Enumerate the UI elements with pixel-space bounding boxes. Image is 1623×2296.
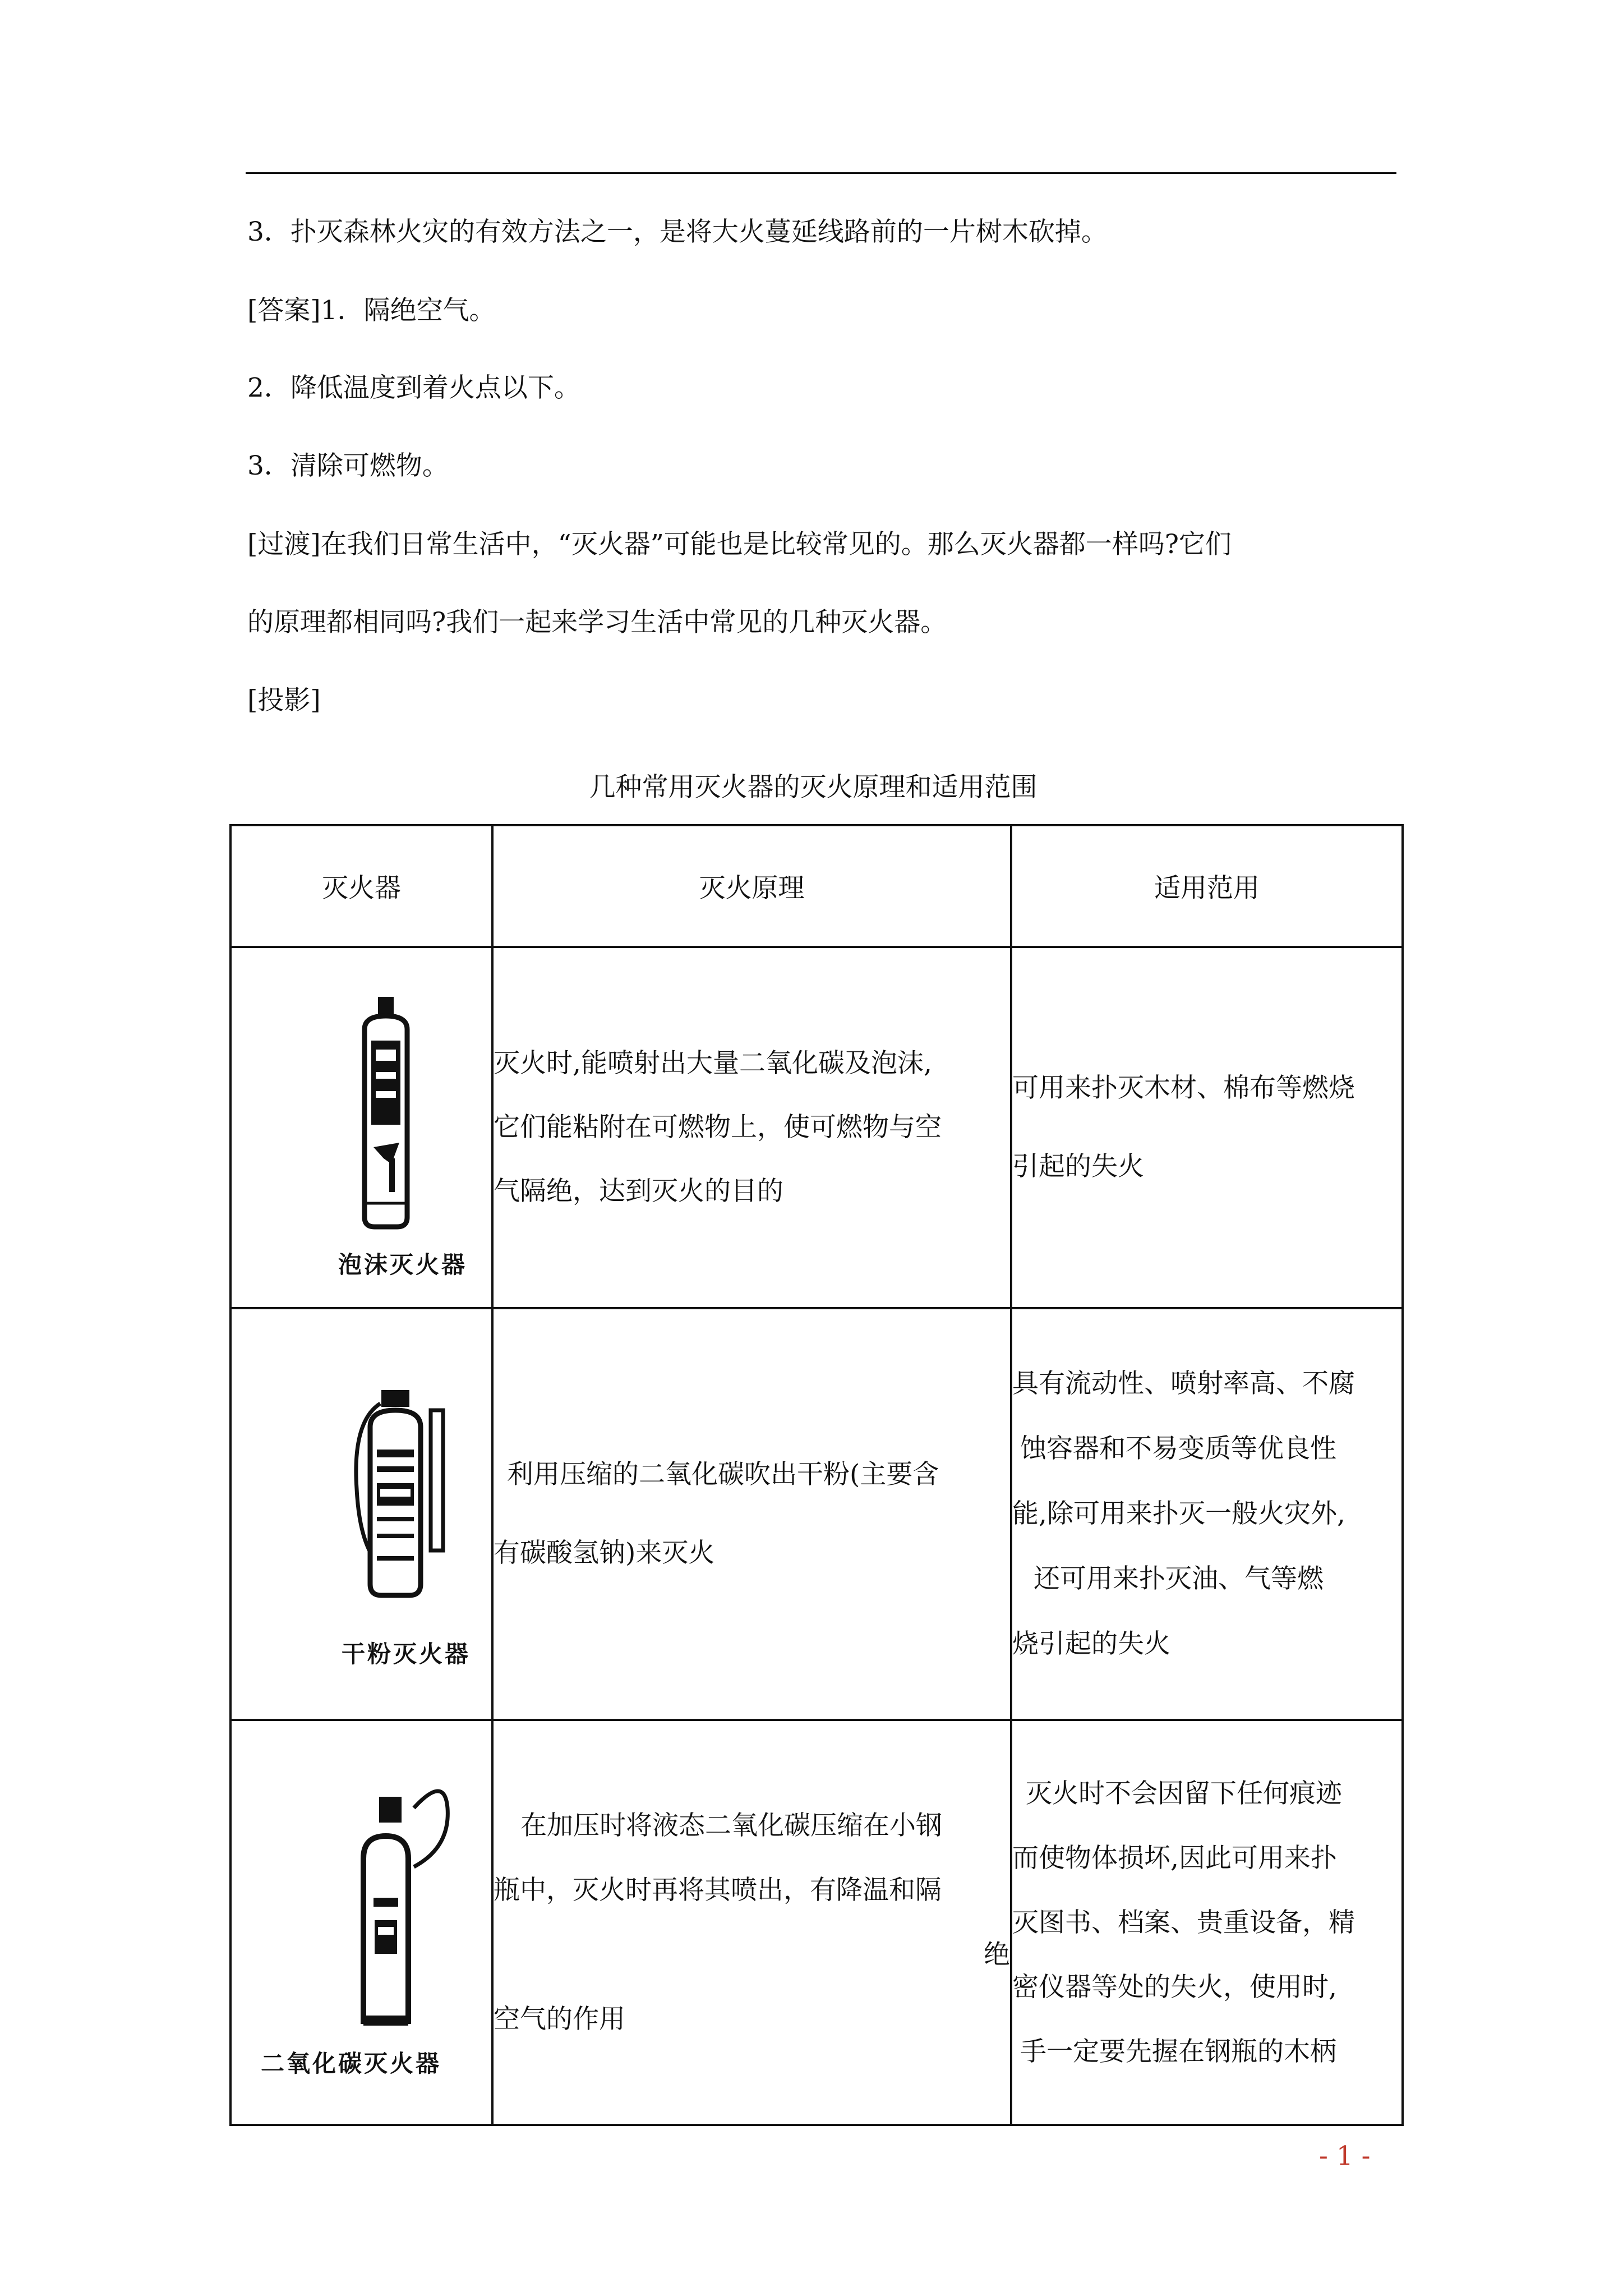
paragraph-answer-1: [答案]1．隔绝空气。 — [247, 295, 496, 326]
page-number: - 1 - — [1319, 2141, 1371, 2171]
powder-principle — [492, 1308, 1011, 1720]
foam-extinguisher-label: 泡沫灭火器 — [338, 1251, 468, 1278]
scope-line: 烧引起的失火 — [1012, 1628, 1170, 1659]
scope-line: 密仪器等处的失火，使用时, — [1012, 1971, 1337, 2003]
principle-line: 在加压时将液态二氧化碳压缩在小钢 — [520, 1810, 942, 1841]
paragraph-question-3: 3．扑灭森林火灾的有效方法之一，是将大火蔓延线路前的一片树木砍掉。 — [247, 217, 1108, 247]
header-extinguisher: 灭火器 — [230, 825, 492, 947]
foam-extinguisher-cell — [230, 947, 492, 1308]
principle-line: 有碳酸氢钠)来灭火 — [494, 1538, 715, 1568]
paragraph-transition: [过渡]在我们日常生活中，“灭火器”可能也是比较常见的。那么灭火器都一样吗?它们 — [247, 529, 1232, 560]
co2-extinguisher-icon — [330, 1774, 459, 2038]
scope-line: 引起的失火 — [1012, 1151, 1144, 1182]
foam-extinguisher-icon — [352, 996, 419, 1231]
principle-line: 它们能粘附在可燃物上，使可燃物与空 — [494, 1112, 942, 1143]
co2-scope — [1011, 1720, 1403, 2125]
scope-line: 而使物体损坏,因此可用来扑 — [1012, 1842, 1337, 1874]
table-header-row — [230, 825, 1403, 947]
foam-scope — [1011, 947, 1403, 1308]
scope-line: 灭图书、档案、贵重设备，精 — [1012, 1907, 1355, 1938]
powder-extinguisher-cell — [230, 1308, 492, 1720]
header-principle: 灭火原理 — [492, 825, 1011, 947]
header-rule — [246, 172, 1396, 174]
paragraph-projection: [投影] — [247, 685, 321, 716]
dry-powder-extinguisher-icon — [347, 1388, 464, 1607]
co2-extinguisher-label: 二氧化碳灭火器 — [261, 2050, 442, 2077]
scope-line: 能,除可用来扑灭一般火灾外, — [1012, 1498, 1345, 1529]
powder-scope — [1011, 1308, 1403, 1720]
principle-line: 气隔绝，达到灭火的目的 — [494, 1176, 783, 1207]
paragraph-transition-cont: 的原理都相同吗?我们一起来学习生活中常见的几种灭火器。 — [247, 607, 947, 638]
header-scope: 适用范用 — [1011, 825, 1403, 947]
foam-principle — [492, 947, 1011, 1308]
principle-line: 利用压缩的二氧化碳吹出干粉(主要含 — [507, 1459, 939, 1490]
paragraph-answer-3: 3．清除可燃物。 — [247, 450, 449, 481]
scope-line: 灭火时不会因留下任何痕迹 — [1026, 1778, 1342, 1809]
table-row — [230, 1720, 1403, 2125]
principle-line: 灭火时,能喷射出大量二氧化碳及泡沫, — [494, 1048, 932, 1079]
co2-principle — [492, 1720, 1011, 2125]
dry-powder-extinguisher-label: 干粉灭火器 — [342, 1640, 471, 1668]
principle-line: 绝 — [984, 1939, 1010, 1970]
scope-line: 可用来扑灭木材、棉布等燃烧 — [1012, 1073, 1355, 1103]
scope-line: 蚀容器和不易变质等优良性 — [1020, 1433, 1336, 1464]
principle-line: 瓶中，灭火时再将其喷出，有降温和隔 — [494, 1875, 942, 1906]
paragraph-answer-2: 2．降低温度到着火点以下。 — [247, 372, 580, 403]
scope-line: 手一定要先握在钢瓶的木柄 — [1020, 2036, 1336, 2067]
table-caption: 几种常用灭火器的灭火原理和适用范围 — [589, 772, 1038, 803]
extinguisher-table — [229, 824, 1404, 2126]
scope-line: 具有流动性、喷射率高、不腐 — [1012, 1368, 1355, 1399]
table-row — [230, 1308, 1403, 1720]
scope-line: 还可用来扑灭油、气等燃 — [1034, 1563, 1324, 1594]
co2-extinguisher-cell — [230, 1720, 492, 2125]
table-row — [230, 947, 1403, 1308]
principle-line: 空气的作用 — [494, 2004, 625, 2035]
